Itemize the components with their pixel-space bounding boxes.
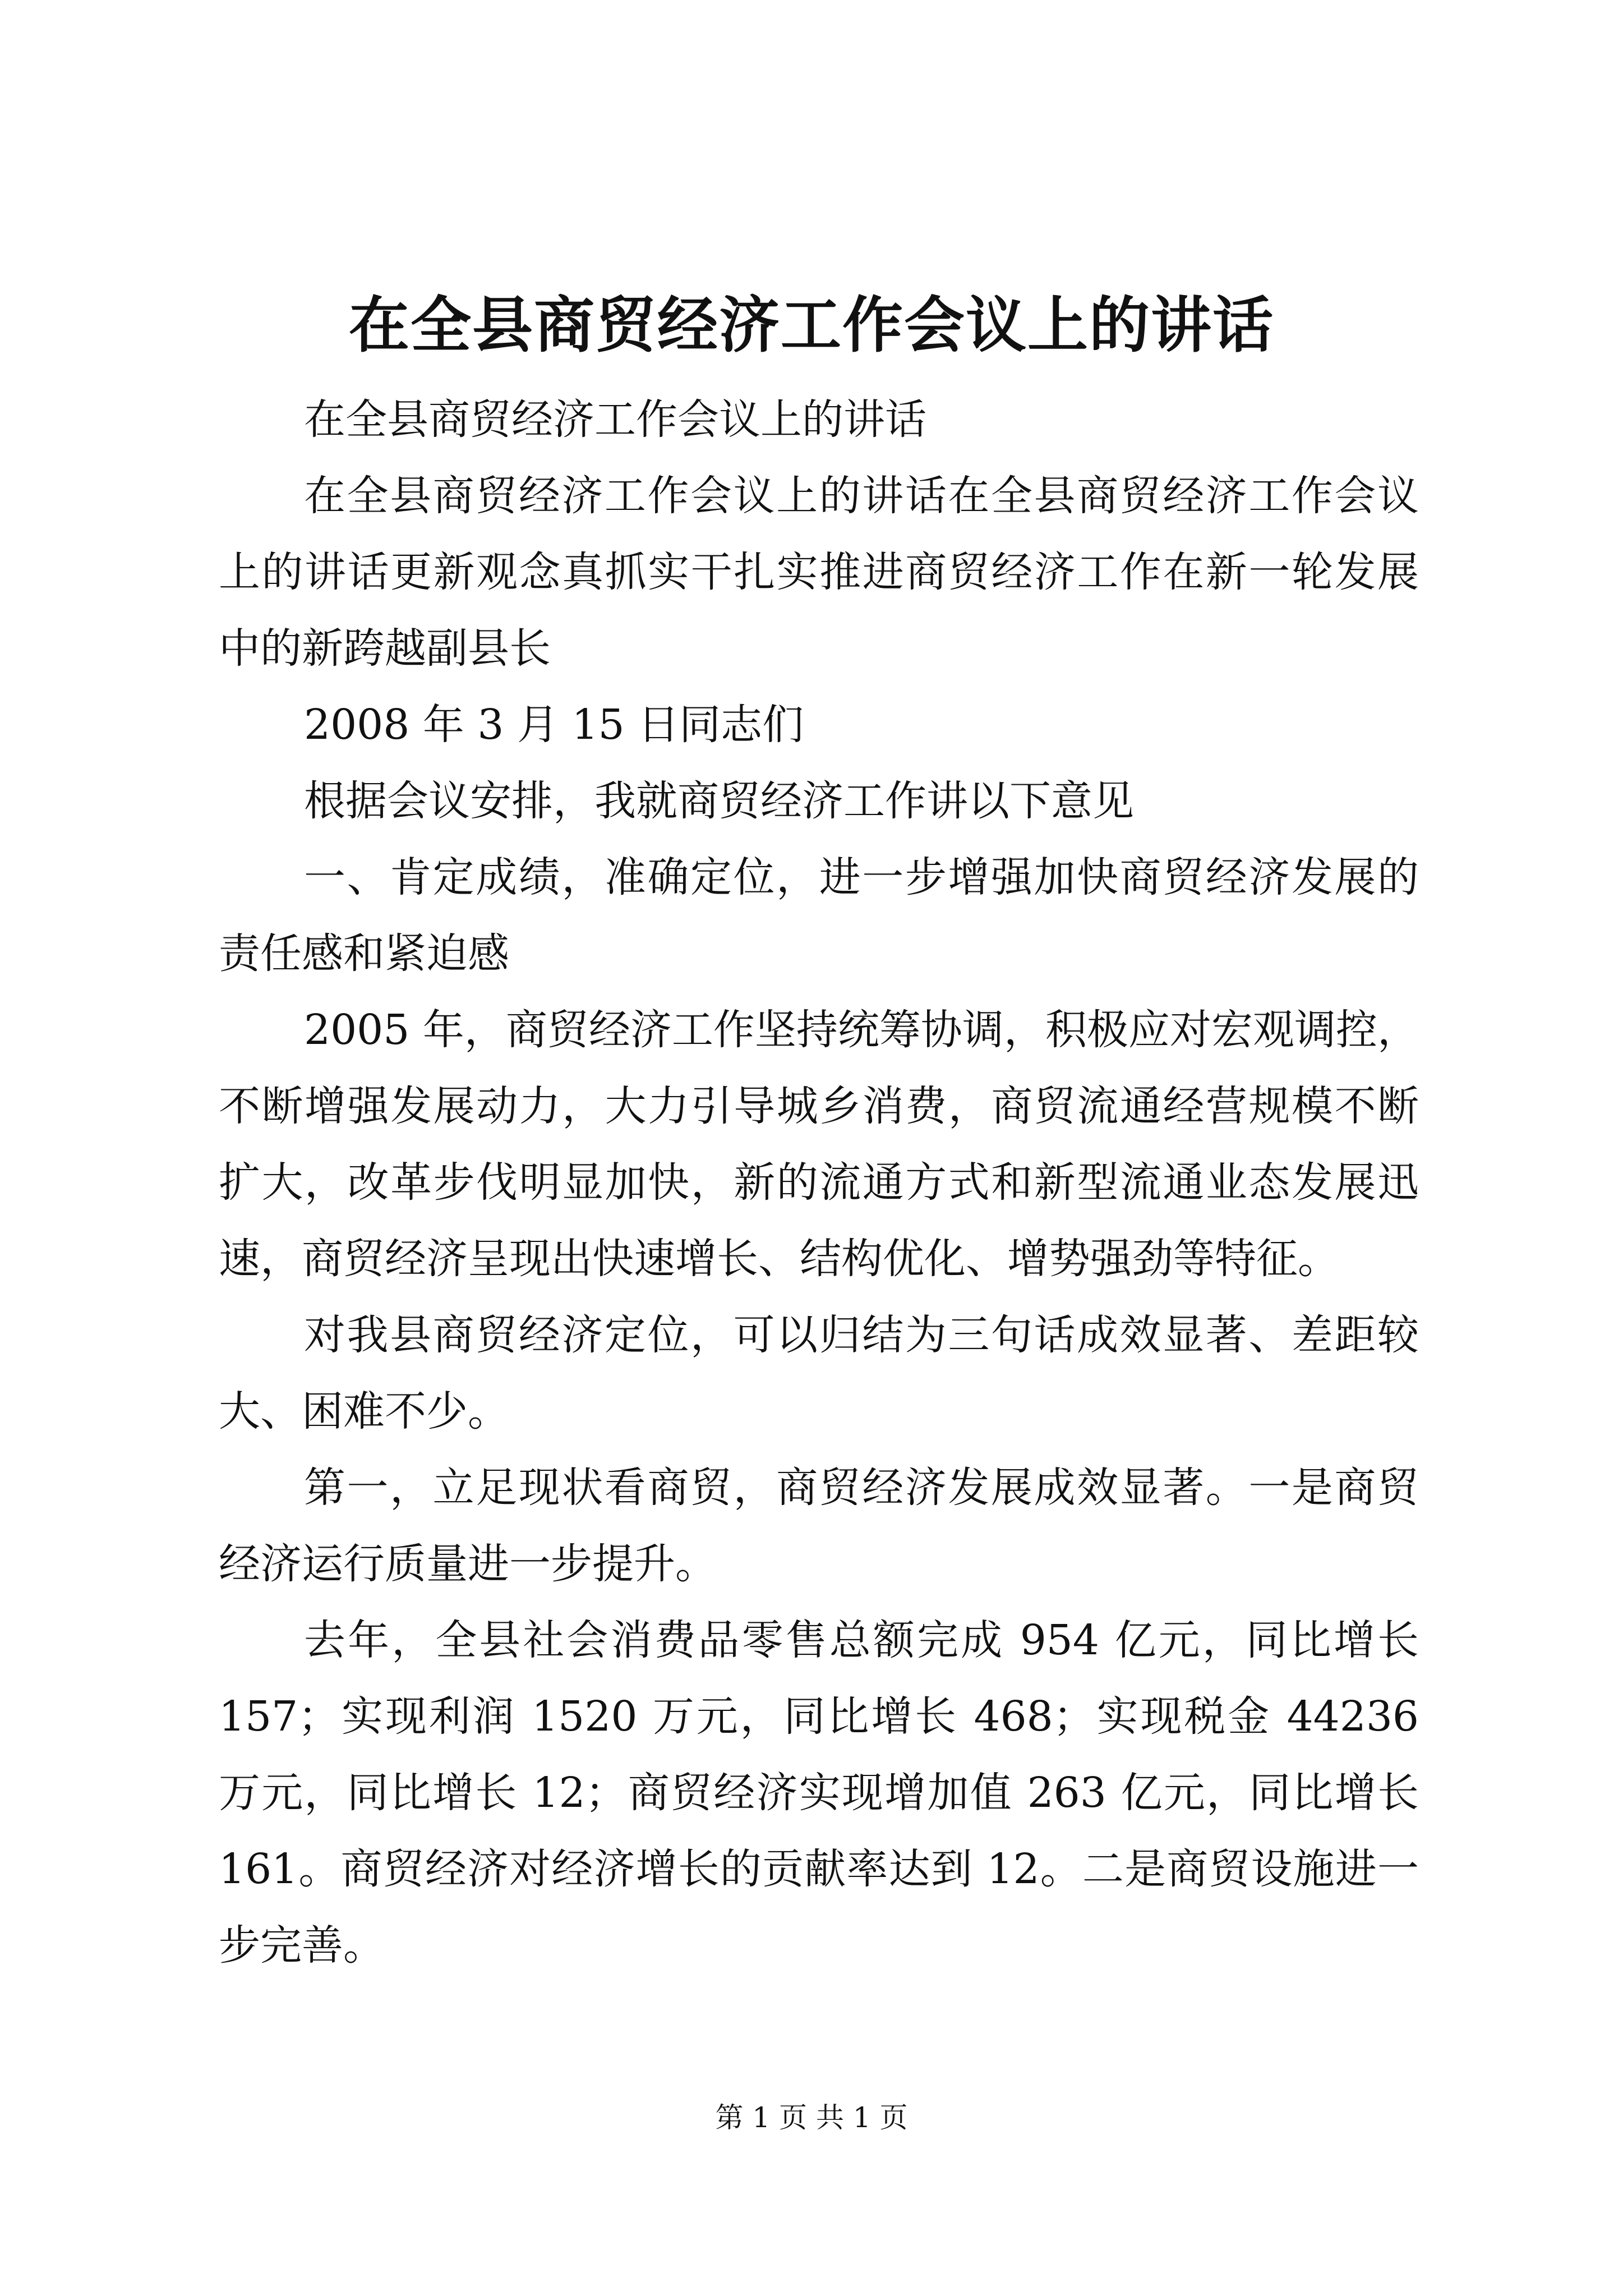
paragraph: 第一，立足现状看商贸，商贸经济发展成效显著。一是商贸经济运行质量进一步提升。 (219, 1464, 1419, 1588)
page-footer: 第 1 页 共 1 页 (715, 2101, 908, 2134)
document-body (219, 381, 1419, 1984)
paragraph: 根据会议安排，我就商贸经济工作讲以下意见 (304, 777, 1134, 825)
paragraph: 对我县商贸经济定位，可以归结为三句话成效显著、差距较大、困难不少。 (219, 1311, 1419, 1435)
paragraph: 一、肯定成绩，准确定位，进一步增强加快商贸经济发展的责任感和紧迫感 (219, 853, 1419, 978)
paragraph: 去年，全县社会消费品零售总额完成 954 亿元，同比增长 157；实现利润 1520 万元，同比增长 468；实现税金 44236 万元，同比增长 12；商贸经济实现增加值 263 亿元，同比增长 161。商贸经济对经济增长的贡献率达到 12。二是商贸设施进一步完善。 (219, 1616, 1419, 1970)
paragraph: 在全县商贸经济工作会议上的讲话 (304, 395, 926, 444)
paragraph: 2005 年，商贸经济工作坚持统筹协调，积极应对宏观调控，不断增强发展动力，大力引导城乡消费，商贸流通经营规模不断扩大，改革步伐明显加快，新的流通方式和新型流通业态发展迅速，商贸经济呈现出快速增长、结构优化、增势强劲等特征。 (219, 1006, 1419, 1283)
document-title: 在全县商贸经济工作会议上的讲话 (348, 290, 1274, 361)
paragraph: 2008 年 3 月 15 日同志们 (304, 701, 804, 749)
paragraph: 在全县商贸经济工作会议上的讲话在全县商贸经济工作会议上的讲话更新观念真抓实干扎实推进商贸经济工作在新一轮发展中的新跨越副县长 (219, 472, 1419, 673)
